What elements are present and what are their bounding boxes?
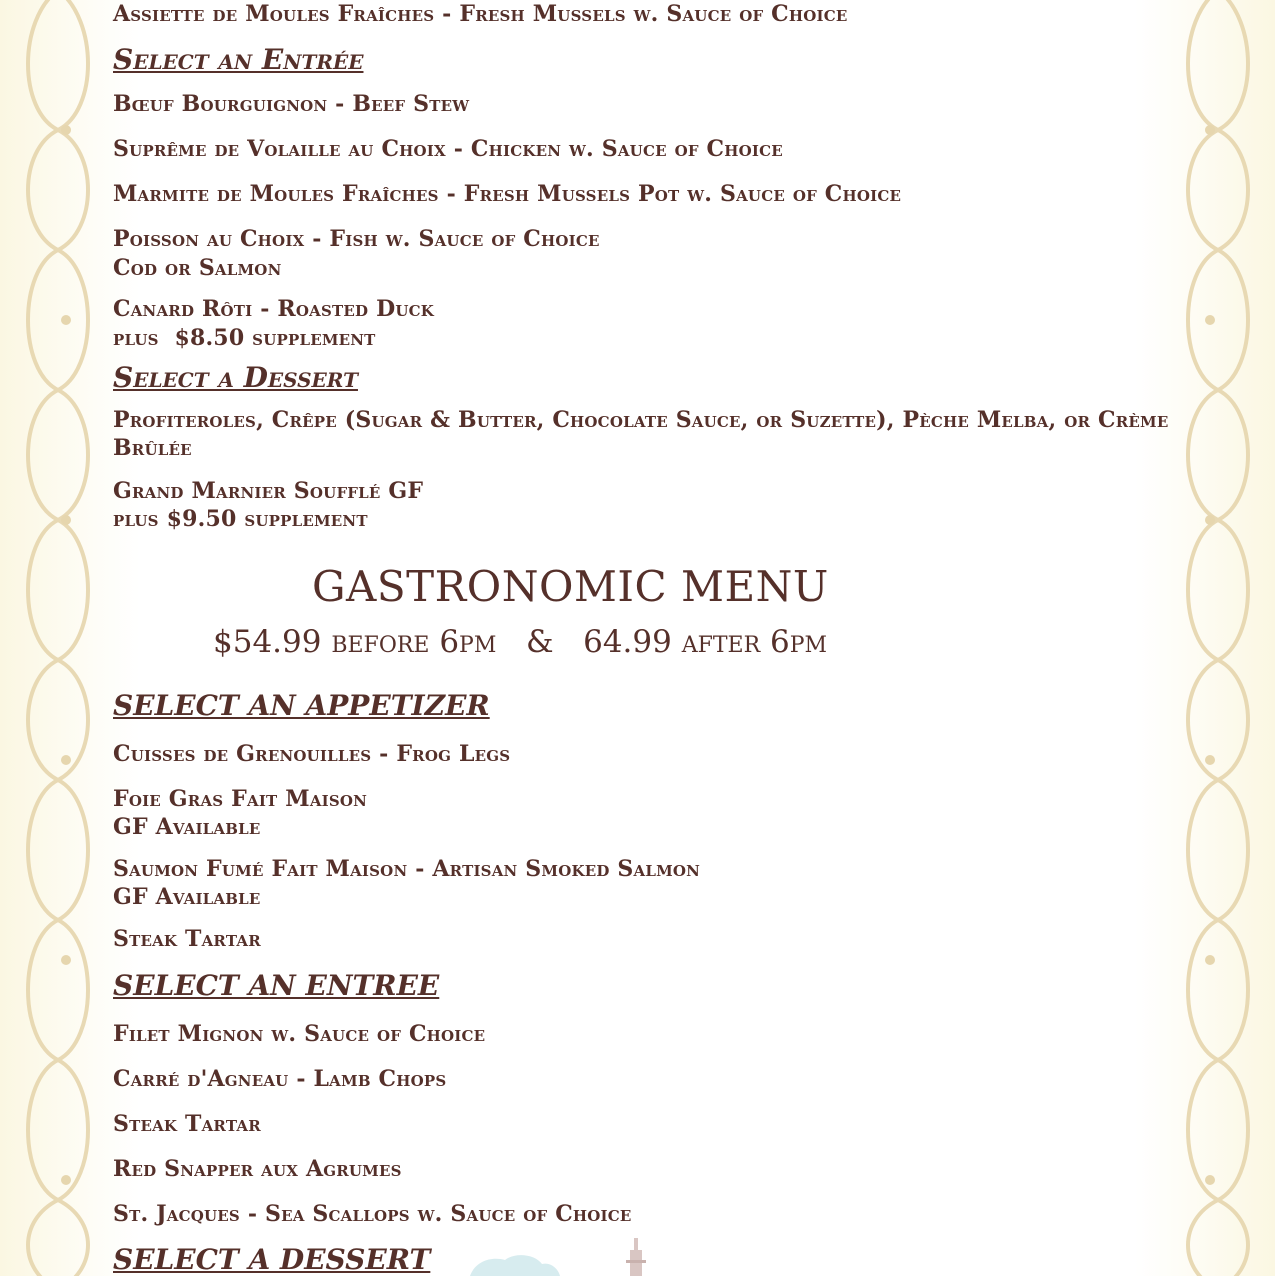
section-heading-dessert: SELECT A DESSERT bbox=[113, 1243, 431, 1276]
gastronomic-menu-price: $54.99 before 6pm & 64.99 after 6pm bbox=[213, 624, 828, 660]
menu-item-supreme-de-volaille: Suprême de Volaille au Choix - Chicken w. Sauce of Choice bbox=[113, 136, 783, 162]
supplement-note: plus $8.50 supplement bbox=[113, 325, 376, 351]
gastronomic-menu-title: GASTRONOMIC MENU bbox=[312, 562, 829, 611]
menu-item-filet-mignon: Filet Mignon w. Sauce of Choice bbox=[113, 1021, 486, 1047]
menu-item-boeuf-bourguignon: Bœuf Bourguignon - Beef Stew bbox=[113, 91, 470, 117]
paris-skyline-illustration bbox=[430, 1232, 690, 1276]
section-heading-appetizer: SELECT AN APPETIZER bbox=[113, 689, 490, 722]
menu-item-red-snapper: Red Snapper aux Agrumes bbox=[113, 1156, 402, 1182]
menu-item-steak-tartar: Steak Tartar bbox=[113, 1111, 261, 1137]
section-heading-entree: Select an Entrée bbox=[113, 43, 364, 76]
menu-item-saumon-fume: Saumon Fumé Fait Maison - Artisan Smoked Salmon bbox=[113, 856, 701, 882]
menu-item-note: Cod or Salmon bbox=[113, 255, 282, 281]
left-scroll-border bbox=[18, 0, 98, 1276]
menu-item-note: GF Available bbox=[113, 884, 261, 910]
menu-item-dessert-choices: Profiteroles, Crêpe (Sugar & Butter, Chocolate Sauce, or Suzette), Pèche Melba, or Crème Brûlée bbox=[113, 407, 1169, 461]
menu-item-poisson-au-choix: Poisson au Choix - Fish w. Sauce of Choice bbox=[113, 226, 600, 252]
menu-item-note: GF Available bbox=[113, 814, 261, 840]
menu-item-steak-tartar: Steak Tartar bbox=[113, 926, 261, 952]
right-scroll-border bbox=[1178, 0, 1258, 1276]
menu-item-grand-marnier-souffle: Grand Marnier Soufflé GF bbox=[113, 478, 424, 504]
supplement-note: plus $9.50 supplement bbox=[113, 506, 368, 532]
section-heading-dessert: Select a Dessert bbox=[113, 361, 358, 394]
menu-item-cuisses-de-grenouilles: Cuisses de Grenouilles - Frog Legs bbox=[113, 741, 511, 767]
section-heading-entree: SELECT AN ENTREE bbox=[113, 969, 440, 1002]
menu-item-st-jacques: St. Jacques - Sea Scallops w. Sauce of Choice bbox=[113, 1201, 632, 1227]
menu-item-foie-gras: Foie Gras Fait Maison bbox=[113, 786, 368, 812]
menu-item-fresh-mussels-plate: Assiette de Moules Fraîches - Fresh Mussels w. Sauce of Choice bbox=[113, 1, 848, 27]
menu-item-carre-dagneau: Carré d'Agneau - Lamb Chops bbox=[113, 1066, 447, 1092]
menu-item-canard-roti: Canard Rôti - Roasted Duck bbox=[113, 296, 435, 322]
menu-item-marmite-de-moules: Marmite de Moules Fraîches - Fresh Mussels Pot w. Sauce of Choice bbox=[113, 181, 902, 207]
